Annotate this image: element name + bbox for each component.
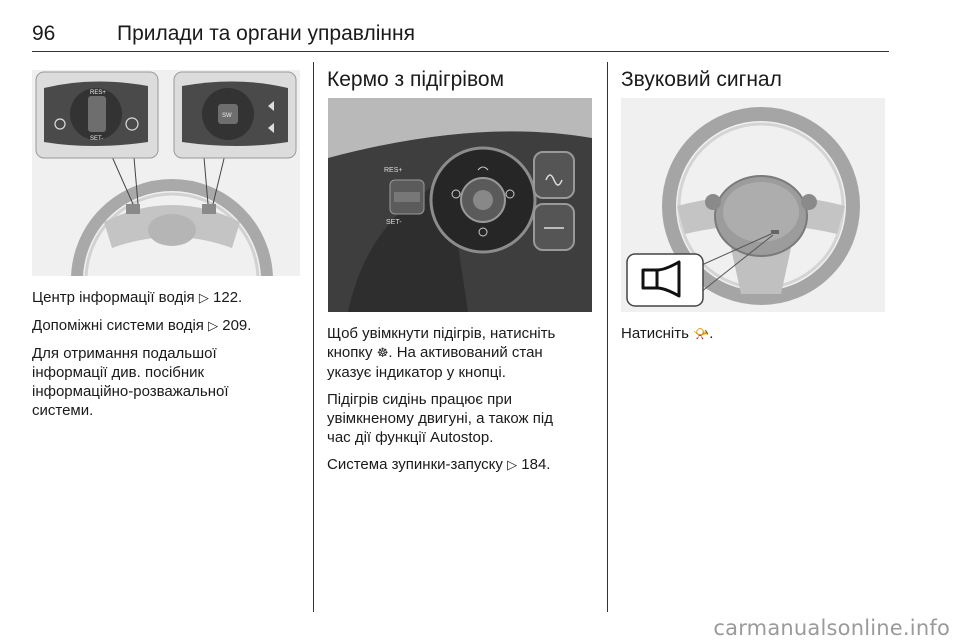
col2-para-1	[327, 324, 599, 382]
ref-arrow-icon: ▷	[507, 458, 518, 473]
col3-para-1	[621, 324, 885, 344]
col2-p2-line-2: увімкненому двигуні, а також під	[327, 410, 553, 427]
col2-text	[327, 324, 599, 483]
page-number: 96	[32, 22, 56, 45]
col2-p1-line-1: Щоб увімкнути підігрів, натисніть	[327, 325, 556, 342]
col3-p1-end: .	[709, 325, 714, 342]
set-label-2: SET-	[386, 219, 402, 226]
col2-p3-ref[interactable]: 184.	[521, 456, 551, 473]
col1-text	[32, 288, 304, 428]
col1-p3-line-1: Для отримання подальшої	[32, 345, 217, 362]
col1-para-3	[32, 344, 304, 420]
page-header	[0, 0, 960, 52]
col2-p1-line-3: указує індикатор у кнопці.	[327, 364, 506, 381]
heated-wheel-icon: ☸	[376, 346, 389, 361]
column-divider-1	[313, 62, 314, 612]
watermark: carmanualsonline.info	[713, 616, 950, 640]
col3-p1-text: Натисніть	[621, 325, 689, 342]
col1-p2-ref[interactable]: 209.	[222, 317, 252, 334]
figure-wheel-controls	[32, 70, 300, 276]
col2-p1-line-2a: кнопку	[327, 344, 373, 361]
col2-p2-line-1: Підігрів сидінь працює при	[327, 391, 513, 408]
figure-heated-wheel	[328, 98, 592, 312]
ref-arrow-icon: ▷	[208, 319, 219, 334]
col2-p3-text: Система зупинки-запуску	[327, 456, 503, 473]
col3-heading: Звуковий сигнал	[621, 68, 782, 91]
col1-p3-line-2: інформації див. посібник	[32, 364, 205, 381]
column-divider-2	[607, 62, 608, 612]
res-label-2: RES+	[384, 167, 403, 174]
col2-heading: Кермо з підігрівом	[327, 68, 505, 91]
horn-icon: 📯	[693, 327, 710, 342]
col1-p1-text: Центр інформації водія	[32, 289, 195, 306]
set-label: SET-	[90, 136, 104, 142]
col2-para-3	[327, 455, 599, 475]
sw-label: SW	[222, 113, 232, 119]
col1-para-2	[32, 316, 304, 336]
col1-p3-line-4: системи.	[32, 402, 94, 419]
col2-p2-line-3: час дії функції Autostop.	[327, 429, 494, 446]
col1-p1-ref[interactable]: 122.	[213, 289, 243, 306]
col2-p1-line-2b: . На активований стан	[388, 344, 543, 361]
res-label: RES+	[90, 90, 106, 96]
col1-p2-text: Допоміжні системи водія	[32, 317, 204, 334]
col3-text	[621, 324, 885, 352]
col1-para-1	[32, 288, 304, 308]
col2-para-2	[327, 390, 599, 447]
col1-p3-line-3: інформаційно-розважальної	[32, 383, 229, 400]
page-title: Прилади та органи управління	[117, 22, 415, 45]
ref-arrow-icon: ▷	[198, 291, 209, 306]
figure-horn	[621, 98, 885, 312]
header-rule	[32, 51, 889, 52]
